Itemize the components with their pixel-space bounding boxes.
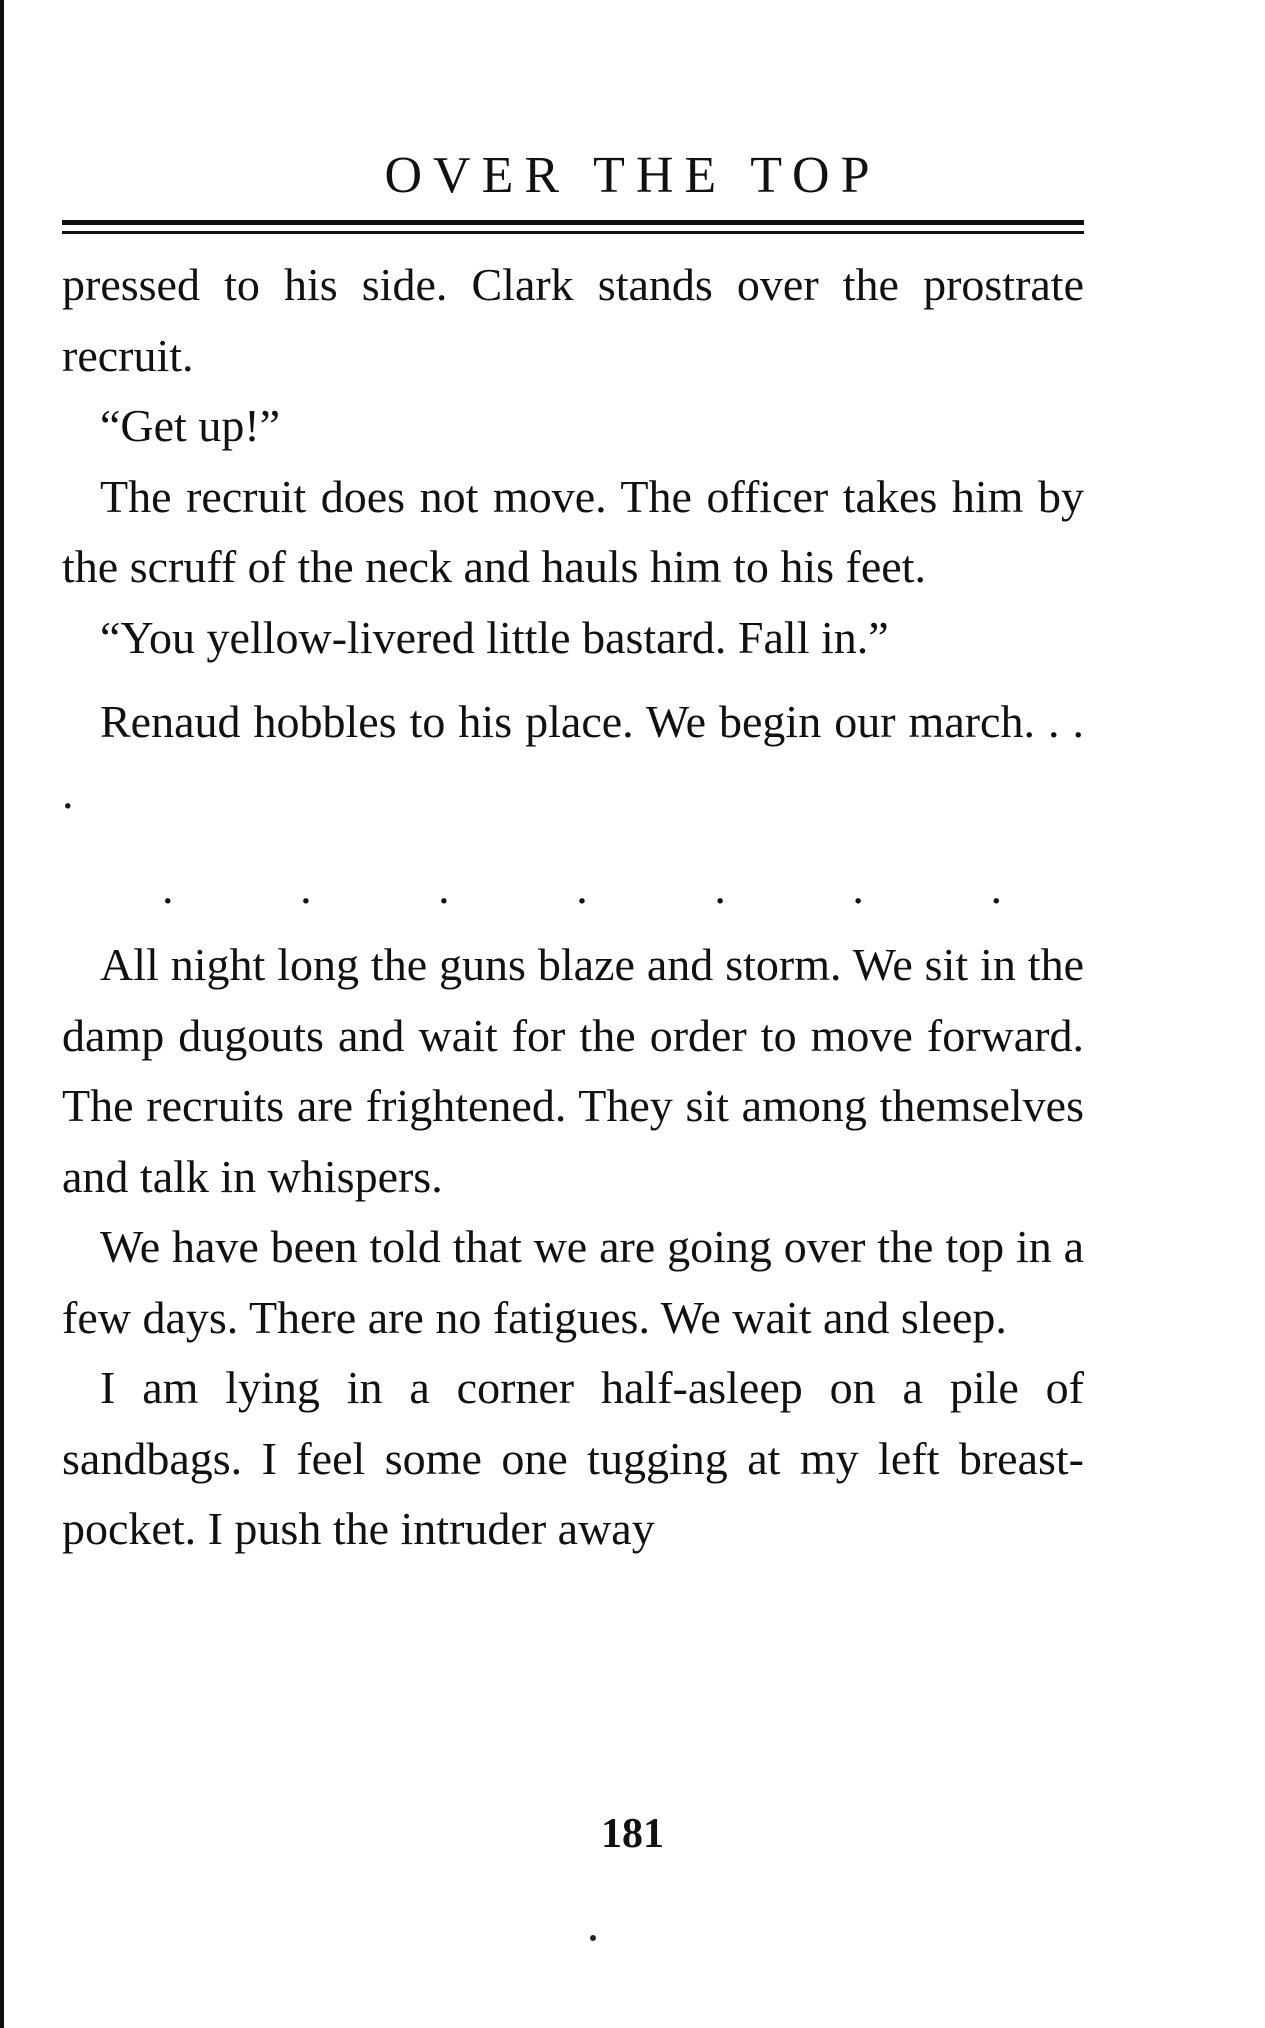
paragraph-continuation: pressed to his side. Clark stands over the prostrate recruit. (62, 259, 1084, 381)
header-rule-thick (62, 220, 1084, 225)
paragraph-renaud-hobbles: Renaud hobbles to his place. We begin our march. . . . (62, 696, 1084, 818)
paragraph-recruit-does-not-move: The recruit does not move. The officer takes him by the scruff of the neck and hauls him to his feet. (62, 470, 1084, 592)
section-break-dot: . (300, 862, 312, 913)
paragraph-get-up: “Get up!” (100, 400, 281, 451)
body-text (62, 250, 1084, 1565)
page-spine-edge (0, 0, 4, 2028)
section-break-dot: . (162, 862, 174, 913)
section-break-dots (162, 862, 1002, 913)
section-break-dot: . (714, 862, 726, 913)
paragraph-fall-in: “You yellow-livered little bastard. Fall in.” (100, 611, 889, 663)
paragraph-lying-in-corner: I am lying in a corner half-asleep on a pile of sandbags. I feel some one tugging at my left breast-pocket. I push the intruder away (62, 1362, 1084, 1554)
paragraph-over-the-top: We have been told that we are going over the top in a few days. There are no fatigues. We wait and sleep. (62, 1221, 1084, 1343)
page-number: 181 (601, 1811, 664, 1857)
paragraph-all-night-long: All night long the guns blaze and storm. We sit in the damp dugouts and wait for the order to move forward. The recruits are frightened. They sit among themselves and talk in whispers. (62, 939, 1084, 1202)
section-break-dot: . (438, 862, 450, 913)
section-break-dot: . (852, 862, 864, 913)
print-speck (590, 1935, 596, 1941)
running-head: OVER THE TOP (384, 147, 881, 204)
header-rule-thin (62, 231, 1084, 234)
section-break-dot: . (990, 862, 1002, 913)
section-break-dot: . (576, 862, 588, 913)
